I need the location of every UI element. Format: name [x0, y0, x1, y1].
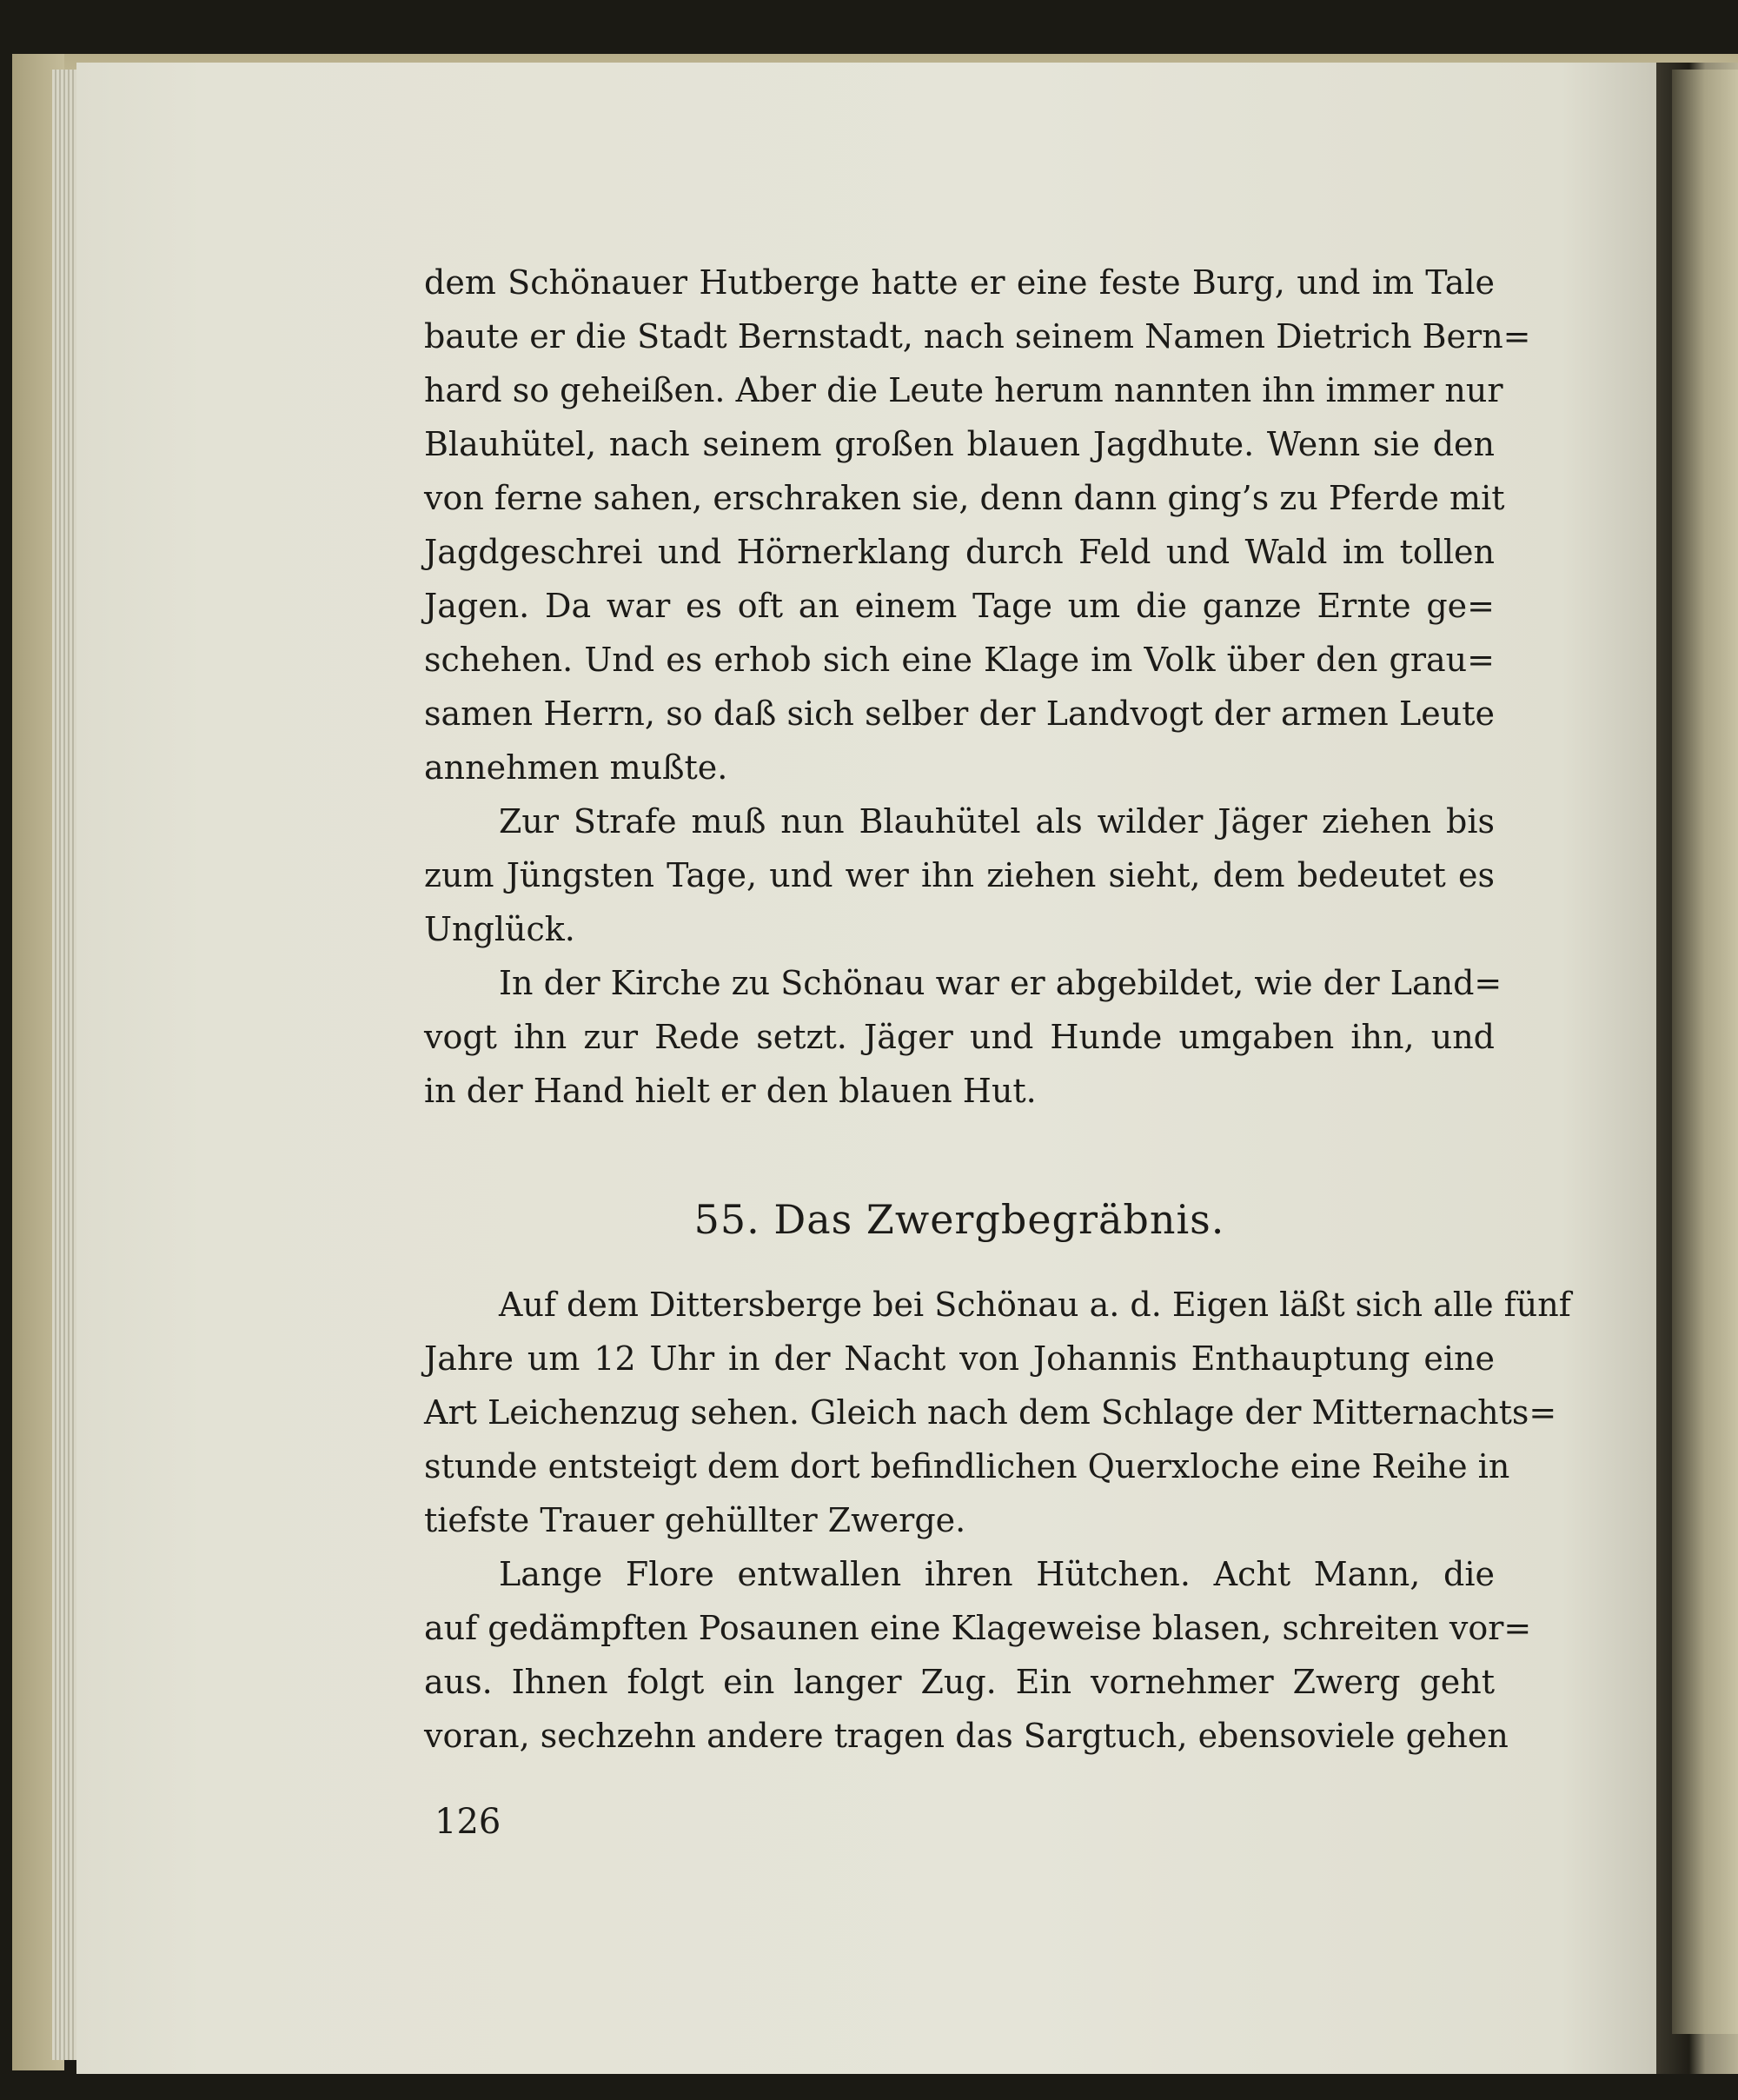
text-line: Zur Strafe muß nun Blauhütel als wilder Jäger ziehen bis — [499, 802, 1495, 841]
section-heading: 55. Das Zwergbegräbnis. — [693, 1196, 1225, 1243]
text-line: Jahre um 12 Uhr in der Nacht von Johannis Enthauptung eine — [424, 1339, 1495, 1378]
text-line: voran, sechzehn andere tragen das Sargtuch, ebensoviele gehen — [424, 1717, 1509, 1755]
text-line: hard so geheißen. Aber die Leute herum nannten ihn immer nur — [424, 371, 1503, 409]
text-line: annehmen mußte. — [424, 748, 728, 787]
text-line: von ferne sahen, erschraken sie, denn dann ging’s zu Pferde mit — [424, 479, 1505, 517]
text-line: tiefste Trauer gehüllter Zwerge. — [424, 1501, 966, 1539]
text-line: Jagdgeschrei und Hörnerklang durch Feld und Wald im tollen — [424, 533, 1495, 571]
text-line: Unglück. — [424, 910, 575, 948]
text-line: dem Schönauer Hutberge hatte er eine feste Burg, und im Tale — [424, 263, 1495, 302]
text-line: Art Leichenzug sehen. Gleich nach dem Schlage der Mitternachts= — [424, 1393, 1557, 1432]
text-line: zum Jüngsten Tage, und wer ihn ziehen sieht, dem bedeutet es — [424, 856, 1495, 894]
text-line: Auf dem Dittersberge bei Schönau a. d. Eigen läßt sich alle fünf — [499, 1286, 1571, 1324]
text-line: baute er die Stadt Bernstadt, nach seinem Namen Dietrich Bern= — [424, 317, 1531, 356]
text-line: vogt ihn zur Rede setzt. Jäger und Hunde umgaben ihn, und — [424, 1018, 1495, 1056]
text-line: Blauhütel, nach seinem großen blauen Jagdhute. Wenn sie den — [424, 425, 1495, 463]
text-line: in der Hand hielt er den blauen Hut. — [424, 1072, 1037, 1110]
text-line: auf gedämpften Posaunen eine Klageweise blasen, schreiten vor= — [424, 1609, 1532, 1647]
text-line: Jagen. Da war es oft an einem Tage um die ganze Ernte ge= — [424, 587, 1495, 625]
text-line: aus. Ihnen folgt ein langer Zug. Ein vornehmer Zwerg geht — [424, 1663, 1495, 1701]
text-line: schehen. Und es erhob sich eine Klage im Volk über den grau= — [424, 641, 1495, 679]
text-line: In der Kirche zu Schönau war er abgebildet, wie der Land= — [499, 964, 1503, 1002]
text-line: Lange Flore entwallen ihren Hütchen. Acht Mann, die — [499, 1555, 1495, 1593]
text-line: samen Herrn, so daß sich selber der Landvogt der armen Leute — [424, 694, 1495, 733]
text-line: stunde entsteigt dem dort befindlichen Querxloche eine Reihe in — [424, 1447, 1510, 1485]
facing-page-edge — [1672, 70, 1738, 2034]
page-number: 126 — [434, 1802, 501, 1842]
